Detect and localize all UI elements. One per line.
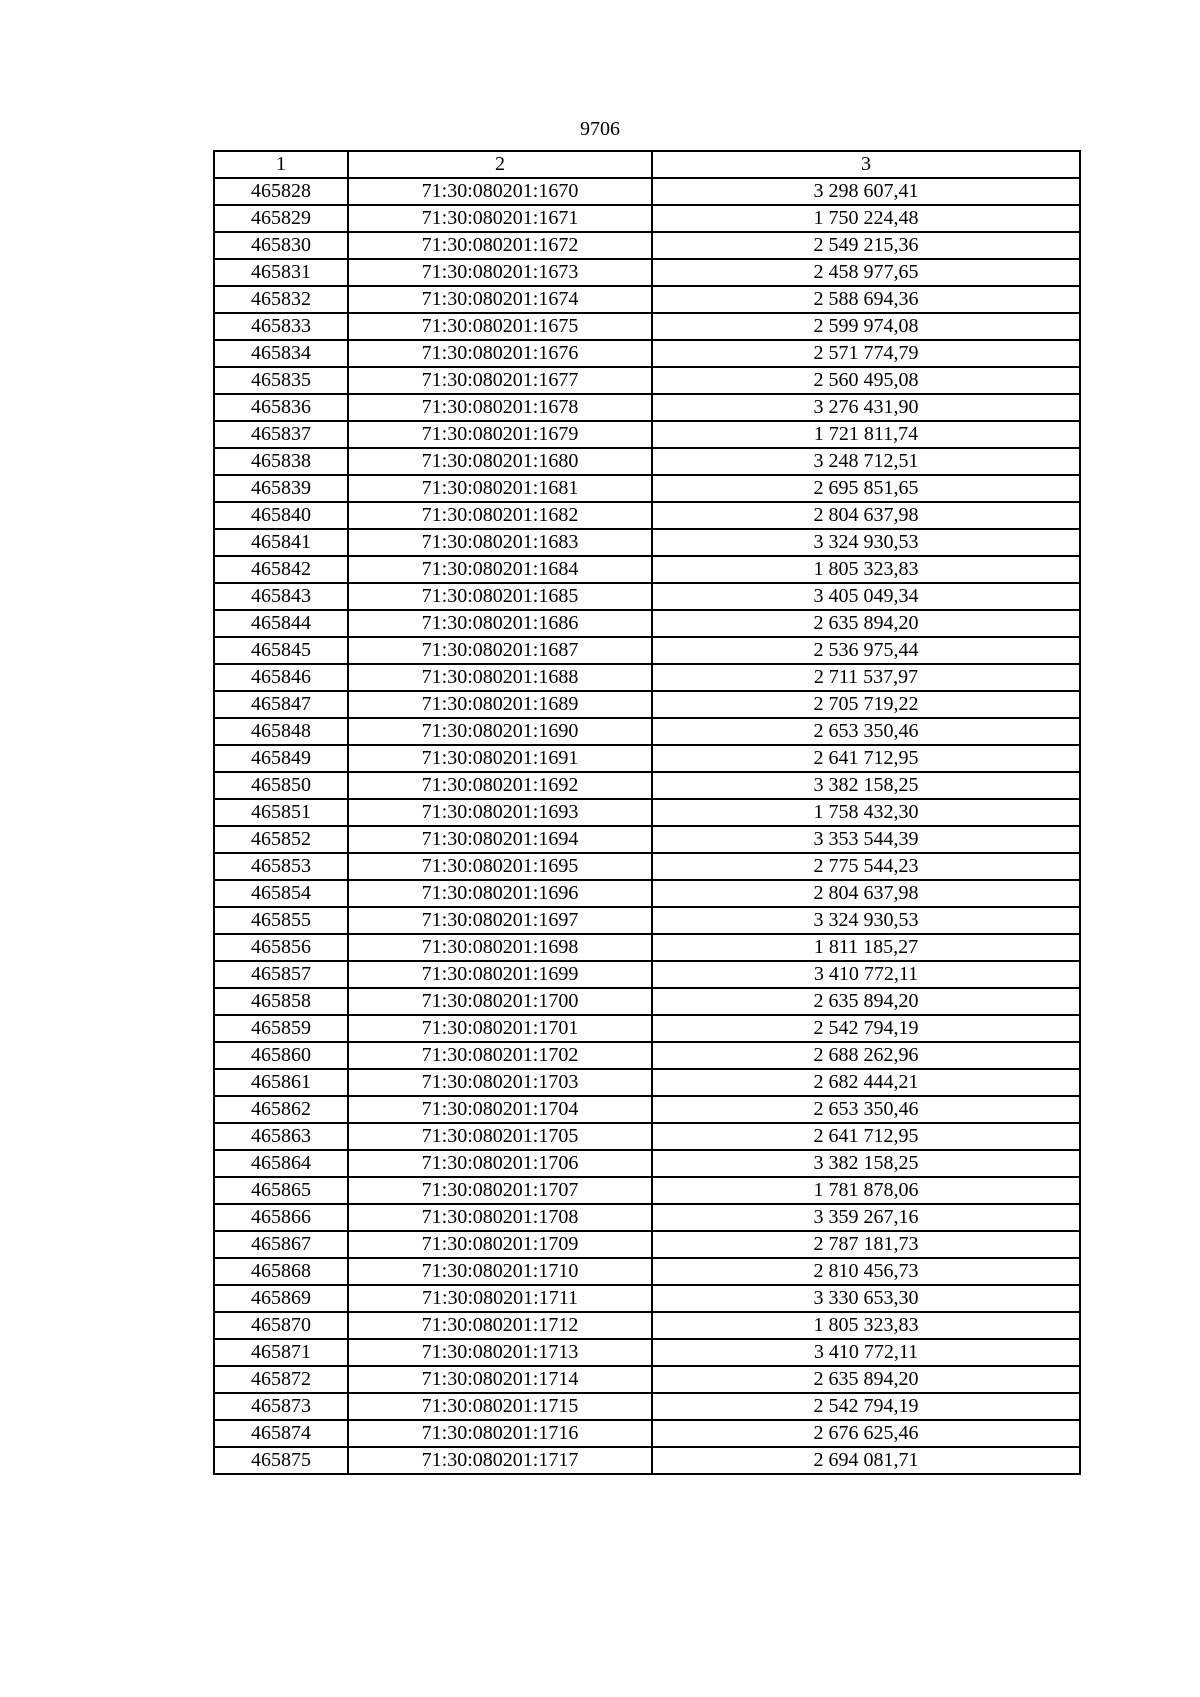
value-cell: 2 588 694,36 [652,286,1080,313]
cadastral-number-cell: 71:30:080201:1685 [348,583,652,610]
record-number-cell: 465836 [214,394,348,421]
table-row [214,475,1080,502]
cadastral-number-cell: 71:30:080201:1717 [348,1447,652,1474]
record-number-cell: 465847 [214,691,348,718]
table-row [214,1231,1080,1258]
cadastral-number-cell: 71:30:080201:1713 [348,1339,652,1366]
table-header [214,151,1080,178]
record-number-cell: 465840 [214,502,348,529]
record-number-cell: 465857 [214,961,348,988]
cadastral-number-cell: 71:30:080201:1678 [348,394,652,421]
cadastral-number-cell: 71:30:080201:1712 [348,1312,652,1339]
cadastral-number-cell: 71:30:080201:1687 [348,637,652,664]
cadastral-number-cell: 71:30:080201:1693 [348,799,652,826]
record-number-cell: 465863 [214,1123,348,1150]
value-cell: 2 635 894,20 [652,988,1080,1015]
record-number-cell: 465832 [214,286,348,313]
value-cell: 2 571 774,79 [652,340,1080,367]
table-row [214,1150,1080,1177]
table-body [214,178,1080,1474]
value-cell: 3 353 544,39 [652,826,1080,853]
value-cell: 2 641 712,95 [652,745,1080,772]
value-cell: 1 750 224,48 [652,205,1080,232]
cadastral-number-cell: 71:30:080201:1673 [348,259,652,286]
record-number-cell: 465861 [214,1069,348,1096]
cadastral-number-cell: 71:30:080201:1708 [348,1204,652,1231]
record-number-cell: 465872 [214,1366,348,1393]
record-number-cell: 465869 [214,1285,348,1312]
record-number-cell: 465831 [214,259,348,286]
cadastral-number-cell: 71:30:080201:1689 [348,691,652,718]
table-row [214,1420,1080,1447]
table-row [214,313,1080,340]
value-cell: 2 804 637,98 [652,880,1080,907]
record-number-cell: 465837 [214,421,348,448]
value-cell: 1 781 878,06 [652,1177,1080,1204]
record-number-cell: 465841 [214,529,348,556]
cadastral-number-cell: 71:30:080201:1714 [348,1366,652,1393]
cadastral-number-cell: 71:30:080201:1701 [348,1015,652,1042]
cadastral-number-cell: 71:30:080201:1702 [348,1042,652,1069]
cadastral-number-cell: 71:30:080201:1710 [348,1258,652,1285]
record-number-cell: 465874 [214,1420,348,1447]
column-header-2: 2 [348,151,652,178]
record-number-cell: 465865 [214,1177,348,1204]
table-row [214,880,1080,907]
record-number-cell: 465850 [214,772,348,799]
cadastral-number-cell: 71:30:080201:1695 [348,853,652,880]
table-row [214,691,1080,718]
table-row [214,583,1080,610]
value-cell: 2 542 794,19 [652,1393,1080,1420]
value-cell: 2 536 975,44 [652,637,1080,664]
cadastral-number-cell: 71:30:080201:1705 [348,1123,652,1150]
value-cell: 3 330 653,30 [652,1285,1080,1312]
table-row [214,502,1080,529]
record-number-cell: 465830 [214,232,348,259]
table-row [214,394,1080,421]
cadastral-number-cell: 71:30:080201:1706 [348,1150,652,1177]
registry-table [213,150,1081,1475]
value-cell: 3 248 712,51 [652,448,1080,475]
cadastral-number-cell: 71:30:080201:1676 [348,340,652,367]
cadastral-number-cell: 71:30:080201:1699 [348,961,652,988]
table-row [214,1393,1080,1420]
value-cell: 3 405 049,34 [652,583,1080,610]
cadastral-number-cell: 71:30:080201:1698 [348,934,652,961]
value-cell: 3 382 158,25 [652,772,1080,799]
table-row [214,1366,1080,1393]
table-row [214,1339,1080,1366]
cadastral-number-cell: 71:30:080201:1682 [348,502,652,529]
table-row [214,772,1080,799]
record-number-cell: 465838 [214,448,348,475]
cadastral-number-cell: 71:30:080201:1716 [348,1420,652,1447]
cadastral-number-cell: 71:30:080201:1692 [348,772,652,799]
value-cell: 1 758 432,30 [652,799,1080,826]
cadastral-number-cell: 71:30:080201:1697 [348,907,652,934]
cadastral-number-cell: 71:30:080201:1715 [348,1393,652,1420]
cadastral-number-cell: 71:30:080201:1681 [348,475,652,502]
value-cell: 2 635 894,20 [652,610,1080,637]
value-cell: 3 359 267,16 [652,1204,1080,1231]
value-cell: 2 676 625,46 [652,1420,1080,1447]
cadastral-number-cell: 71:30:080201:1696 [348,880,652,907]
page-number: 9706 [580,118,620,140]
record-number-cell: 465862 [214,1096,348,1123]
value-cell: 3 324 930,53 [652,907,1080,934]
table-row [214,232,1080,259]
record-number-cell: 465842 [214,556,348,583]
record-number-cell: 465839 [214,475,348,502]
cadastral-number-cell: 71:30:080201:1707 [348,1177,652,1204]
cadastral-number-cell: 71:30:080201:1694 [348,826,652,853]
value-cell: 1 721 811,74 [652,421,1080,448]
record-number-cell: 465834 [214,340,348,367]
table-row [214,1123,1080,1150]
table-row [214,421,1080,448]
record-number-cell: 465843 [214,583,348,610]
value-cell: 2 688 262,96 [652,1042,1080,1069]
record-number-cell: 465851 [214,799,348,826]
value-cell: 2 711 537,97 [652,664,1080,691]
record-number-cell: 465859 [214,1015,348,1042]
record-number-cell: 465848 [214,718,348,745]
record-number-cell: 465867 [214,1231,348,1258]
table-row [214,610,1080,637]
table-row [214,961,1080,988]
table-row [214,340,1080,367]
record-number-cell: 465846 [214,664,348,691]
column-header-1: 1 [214,151,348,178]
record-number-cell: 465858 [214,988,348,1015]
cadastral-number-cell: 71:30:080201:1691 [348,745,652,772]
value-cell: 3 298 607,41 [652,178,1080,205]
cadastral-number-cell: 71:30:080201:1677 [348,367,652,394]
cadastral-number-cell: 71:30:080201:1680 [348,448,652,475]
table-row [214,907,1080,934]
cadastral-number-cell: 71:30:080201:1670 [348,178,652,205]
value-cell: 2 804 637,98 [652,502,1080,529]
record-number-cell: 465844 [214,610,348,637]
value-cell: 2 705 719,22 [652,691,1080,718]
table-row [214,745,1080,772]
record-number-cell: 465873 [214,1393,348,1420]
record-number-cell: 465868 [214,1258,348,1285]
value-cell: 2 542 794,19 [652,1015,1080,1042]
table-row [214,799,1080,826]
table-row [214,1042,1080,1069]
value-cell: 1 805 323,83 [652,556,1080,583]
record-number-cell: 465854 [214,880,348,907]
table-row [214,826,1080,853]
cadastral-number-cell: 71:30:080201:1679 [348,421,652,448]
column-header-3: 3 [652,151,1080,178]
table-row [214,1204,1080,1231]
value-cell: 2 682 444,21 [652,1069,1080,1096]
value-cell: 3 276 431,90 [652,394,1080,421]
cadastral-number-cell: 71:30:080201:1683 [348,529,652,556]
value-cell: 2 810 456,73 [652,1258,1080,1285]
value-cell: 2 775 544,23 [652,853,1080,880]
record-number-cell: 465855 [214,907,348,934]
record-number-cell: 465875 [214,1447,348,1474]
value-cell: 2 653 350,46 [652,1096,1080,1123]
table-row [214,259,1080,286]
record-number-cell: 465833 [214,313,348,340]
table-row [214,1096,1080,1123]
value-cell: 3 410 772,11 [652,1339,1080,1366]
value-cell: 3 324 930,53 [652,529,1080,556]
table-row [214,637,1080,664]
cadastral-number-cell: 71:30:080201:1690 [348,718,652,745]
record-number-cell: 465845 [214,637,348,664]
record-number-cell: 465828 [214,178,348,205]
table-row [214,1312,1080,1339]
table-row [214,556,1080,583]
table-row [214,1447,1080,1474]
value-cell: 2 641 712,95 [652,1123,1080,1150]
record-number-cell: 465829 [214,205,348,232]
table-row [214,1069,1080,1096]
table-row [214,529,1080,556]
value-cell: 1 805 323,83 [652,1312,1080,1339]
record-number-cell: 465853 [214,853,348,880]
value-cell: 2 599 974,08 [652,313,1080,340]
cadastral-number-cell: 71:30:080201:1704 [348,1096,652,1123]
record-number-cell: 465835 [214,367,348,394]
table-row [214,934,1080,961]
table-row [214,1285,1080,1312]
table-row [214,178,1080,205]
cadastral-number-cell: 71:30:080201:1703 [348,1069,652,1096]
value-cell: 3 382 158,25 [652,1150,1080,1177]
value-cell: 2 549 215,36 [652,232,1080,259]
record-number-cell: 465870 [214,1312,348,1339]
table-row [214,448,1080,475]
cadastral-number-cell: 71:30:080201:1672 [348,232,652,259]
record-number-cell: 465866 [214,1204,348,1231]
value-cell: 2 695 851,65 [652,475,1080,502]
value-cell: 2 694 081,71 [652,1447,1080,1474]
table-row [214,664,1080,691]
value-cell: 2 458 977,65 [652,259,1080,286]
cadastral-number-cell: 71:30:080201:1688 [348,664,652,691]
cadastral-number-cell: 71:30:080201:1709 [348,1231,652,1258]
record-number-cell: 465871 [214,1339,348,1366]
value-cell: 2 653 350,46 [652,718,1080,745]
table-row [214,718,1080,745]
table-row [214,367,1080,394]
cadastral-number-cell: 71:30:080201:1684 [348,556,652,583]
table-row [214,1258,1080,1285]
value-cell: 2 635 894,20 [652,1366,1080,1393]
value-cell: 2 560 495,08 [652,367,1080,394]
cadastral-number-cell: 71:30:080201:1686 [348,610,652,637]
table-row [214,205,1080,232]
cadastral-number-cell: 71:30:080201:1711 [348,1285,652,1312]
value-cell: 3 410 772,11 [652,961,1080,988]
cadastral-number-cell: 71:30:080201:1700 [348,988,652,1015]
cadastral-number-cell: 71:30:080201:1674 [348,286,652,313]
record-number-cell: 465849 [214,745,348,772]
record-number-cell: 465856 [214,934,348,961]
header-row [214,151,1080,178]
table-row [214,988,1080,1015]
table-row [214,286,1080,313]
cadastral-number-cell: 71:30:080201:1671 [348,205,652,232]
record-number-cell: 465860 [214,1042,348,1069]
value-cell: 2 787 181,73 [652,1231,1080,1258]
value-cell: 1 811 185,27 [652,934,1080,961]
record-number-cell: 465864 [214,1150,348,1177]
table-row [214,1177,1080,1204]
record-number-cell: 465852 [214,826,348,853]
table-row [214,853,1080,880]
table-row [214,1015,1080,1042]
cadastral-number-cell: 71:30:080201:1675 [348,313,652,340]
